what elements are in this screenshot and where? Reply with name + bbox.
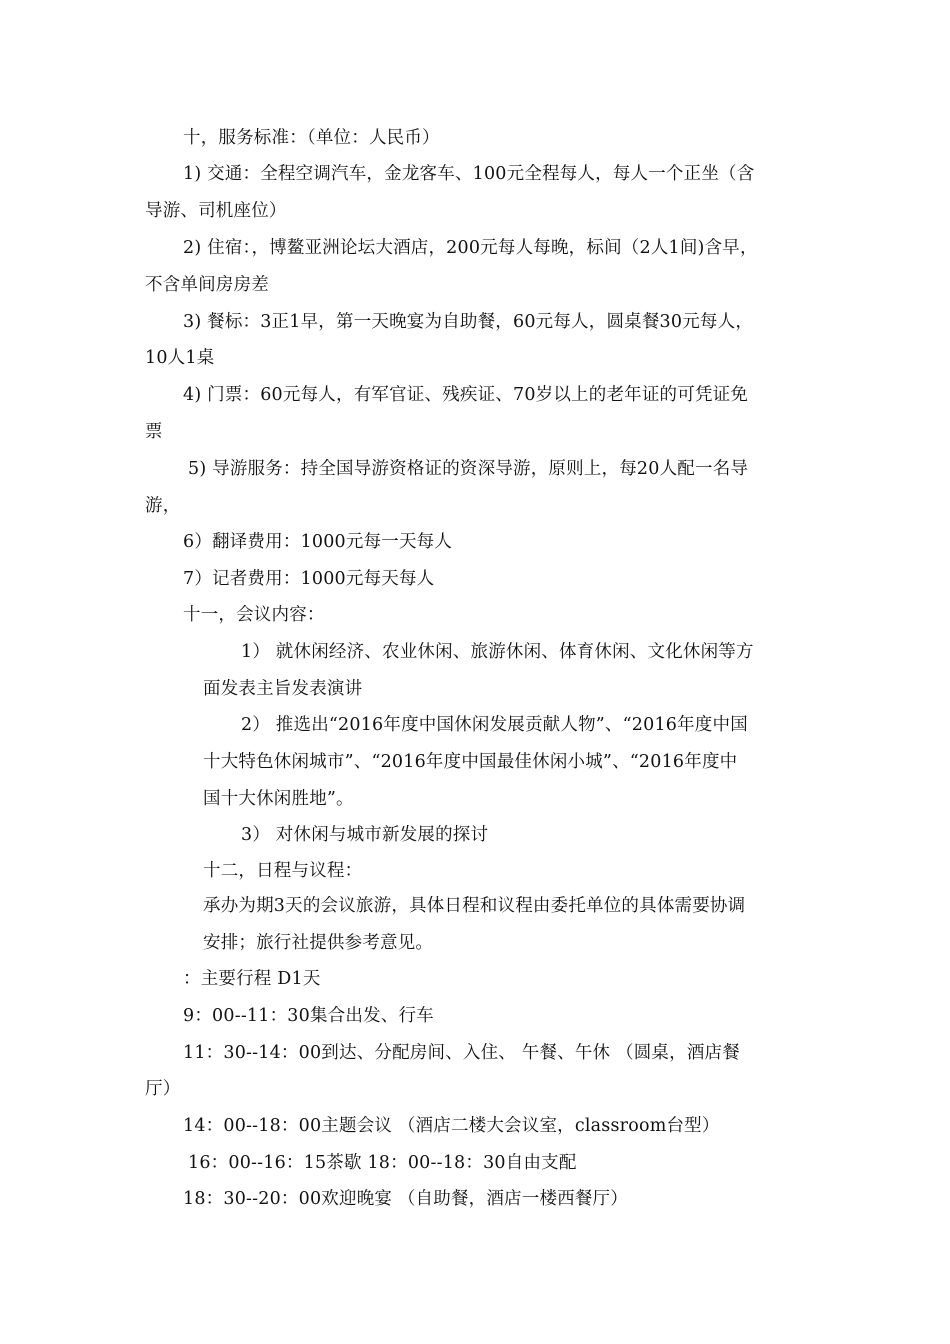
schedule-intro: 承办为期3天的会议旅游，具体日程和议程由委托单位的具体需要协调 [203, 896, 746, 916]
section-11-heading: 十一，会议内容： [183, 605, 325, 625]
meals-line-cont: 10人1桌 [145, 348, 215, 368]
content-item-1-cont: 面发表主旨发表演讲 [203, 679, 363, 699]
tickets-line-cont: 票 [145, 422, 163, 442]
guide-line: 5) 导游服务：持全国导游资格证的资深导游，原则上，每20人配一名导 [188, 459, 749, 479]
itinerary-row-2: 11：30--14：00到达、分配房间、入住、 午餐、午休 （圆桌，酒店餐 [183, 1043, 740, 1063]
itinerary-row-5: 18：30--20：00欢迎晚宴 （自助餐，酒店一楼西餐厅） [183, 1189, 628, 1209]
content-item-2-cont: 十大特色休闲城市”、“2016年度中国最佳休闲小城”、“2016年度中 [203, 752, 738, 772]
content-item-2: 2） 推选出“2016年度中国休闲发展贡献人物”、“2016年度中国 [241, 715, 748, 735]
lodging-line-cont: 不含单间房房差 [145, 275, 269, 295]
translation-fee-line: 6）翻译费用：1000元每一天每人 [183, 532, 453, 552]
transport-line: 1) 交通：全程空调汽车，金龙客车、100元全程每人，每人一个正坐（含 [183, 164, 755, 184]
transport-line-cont: 导游、司机座位） [145, 201, 287, 221]
reporter-fee-line: 7）记者费用：1000元每天每人 [183, 569, 435, 589]
tickets-line: 4) 门票：60元每人，有军官证、残疾证、70岁以上的老年证的可凭证免 [183, 385, 749, 405]
schedule-intro-cont: 安排；旅行社提供参考意见。 [203, 933, 434, 953]
itinerary-row-3: 14：00--18：00主题会议 （酒店二楼大会议室，classroom台型） [183, 1116, 720, 1136]
main-itinerary-heading: ：主要行程 D1天 [183, 969, 321, 989]
section-10-heading: 十，服务标准：（单位：人民币） [183, 128, 440, 148]
lodging-line: 2) 住宿：，博鳌亚洲论坛大酒店，200元每人每晚，标间（2人1间)含早， [183, 238, 758, 258]
section-12-heading: 十二，日程与议程： [203, 861, 363, 881]
content-item-3: 3） 对休闲与城市新发展的探讨 [241, 825, 489, 845]
itinerary-row-2-cont: 厅） [145, 1079, 181, 1099]
itinerary-row-4: 16：00--16：15茶歇 18：00--18：30自由支配 [188, 1153, 577, 1173]
guide-line-cont: 游， [145, 496, 181, 516]
itinerary-row-1: 9：00--11：30集合出发、行车 [183, 1006, 434, 1026]
content-item-2-cont2: 国十大休闲胜地”。 [203, 789, 354, 809]
content-item-1: 1） 就休闲经济、农业休闲、旅游休闲、体育休闲、文化休闲等方 [241, 642, 754, 662]
meals-line: 3) 餐标：3正1早，第一天晚宴为自助餐，60元每人，圆桌餐30元每人， [183, 312, 754, 332]
